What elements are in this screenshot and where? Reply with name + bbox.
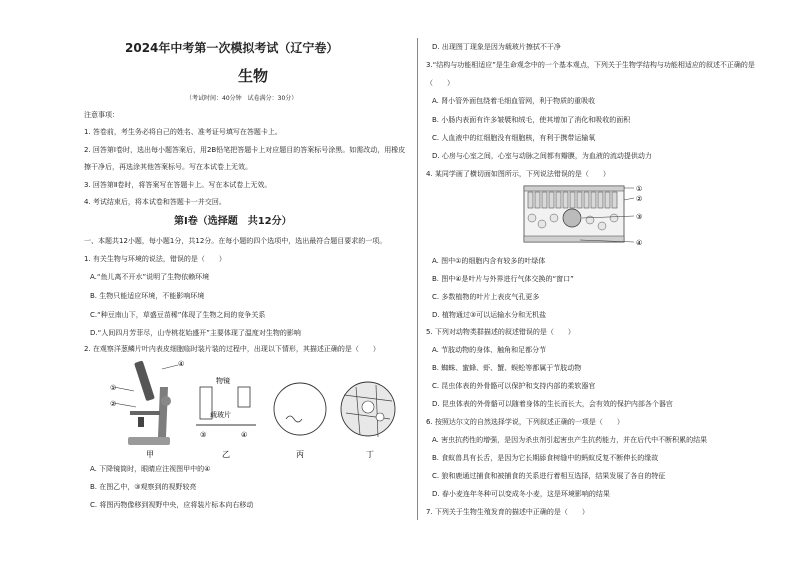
q2-label-jia: 甲 bbox=[146, 450, 154, 459]
notice-3: 3. 回答第Ⅱ卷时，将答案写在答题卡上。写在本试卷上无效。 bbox=[84, 181, 272, 189]
q6-option-c: C. 狼和鹿通过捕食和被捕食的关系进行着相互选择，结果发展了各自的特征 bbox=[432, 472, 666, 480]
q2-option-b: B. 在图乙中，③观察到的视野较亮 bbox=[90, 483, 197, 491]
objective-right bbox=[238, 387, 250, 407]
q2-figure bbox=[110, 357, 410, 459]
q2-label-ding: 丁 bbox=[366, 450, 374, 459]
q6-option-b: B. 食蚁兽具有长舌，是因为它长期舔食树缝中的蚂蚁反复不断伸长的缘故 bbox=[432, 454, 659, 462]
q4-option-d: D. 植物通过③可以运输水分和无机盐 bbox=[432, 311, 547, 319]
q5-option-b: B. 蜘蛛、蜜蜂、虾、蟹、蜈蚣等都属于节肢动物 bbox=[432, 364, 582, 372]
q3-option-b: B. 小肠内表面有许多皱襞和绒毛，使其增加了消化和吸收的面积 bbox=[432, 116, 631, 124]
section-intro: 一、本题共12小题，每小题1分，共12分。在每小题的四个选项中，选出最符合题目要求的一项。 bbox=[84, 237, 387, 245]
q3-option-d: D. 心房与心室之间，心室与动脉之间都有瓣膜，为血液的流动提供动力 bbox=[432, 152, 652, 160]
q4-option-b: B. 图中④是叶片与外界进行气体交换的“窗口” bbox=[432, 275, 574, 283]
q4-label-n4: ④ bbox=[636, 239, 643, 247]
q2-option-a: A. 下降镜筒时，眼睛应注视图甲中的④ bbox=[90, 465, 211, 473]
q2-label-n3: ③ bbox=[200, 431, 207, 439]
q4-stem: 4. 某同学画了横切面如图所示，下列说法错误的是（ ） bbox=[426, 170, 610, 178]
q4-option-c: C. 多数植物的叶片上表皮气孔更多 bbox=[432, 293, 540, 301]
q2-label-bing: 丙 bbox=[296, 450, 304, 459]
q2-stem: 2. 在观察洋葱鳞片叶内表皮细胞临时装片装的过程中，出现以下情形，其描述正确的是（ ） bbox=[84, 345, 380, 353]
notice-4: 4. 考试结束后，将本试卷和答题卡一并交回。 bbox=[84, 198, 226, 206]
section-title: 第Ⅰ卷（选择题 共12分） bbox=[174, 216, 292, 227]
q4-label-n3: ③ bbox=[636, 213, 643, 221]
q3-option-c: C. 人血液中的红细胞没有细胞核，有利于携带运输氧 bbox=[432, 134, 596, 142]
notice-2: 2. 回答第Ⅰ卷时，选出每小题答案后，用2B铅笔把答题卡上对应题目的答案标号涂黑。如需改动，用橡皮 bbox=[84, 146, 406, 154]
q6-option-d: D. 春小麦连年冬种可以变成冬小麦，这是环境影响的结果 bbox=[432, 490, 610, 498]
q7-stem: 7. 下列关于生物生殖发育的描述中正确的是（ ） bbox=[426, 508, 589, 516]
q1-option-d: D.“人间四月芳菲尽，山寺桃花始盛开”主要体现了温度对生物的影响 bbox=[90, 329, 301, 337]
notice-2-cont: 擦干净后，再选涂其他答案标号。写在本试卷上无效。 bbox=[84, 163, 252, 171]
q1-option-c: C.“种豆南山下，草盛豆苗稀”体现了生物之间的竞争关系 bbox=[90, 311, 266, 319]
q5-option-a: A. 节肢动物的身体、触角和足都分节 bbox=[432, 346, 547, 354]
q2-label-n2: ② bbox=[110, 400, 117, 408]
q4-option-a: A. 图中①的细胞内含有较多的叶绿体 bbox=[432, 257, 546, 265]
view-circle bbox=[274, 383, 326, 435]
q2-label-n4b: ④ bbox=[241, 431, 248, 439]
q2-label-zaibopian: 载玻片 bbox=[210, 411, 231, 419]
q5-stem: 5. 下列对动物类群描述的叙述错误的是（ ） bbox=[426, 328, 575, 336]
q2-label-wuji: 物镜 bbox=[216, 377, 230, 385]
q3-option-a: A. 肾小管外面包绕着毛细血管网，利于物质的重吸收 bbox=[432, 97, 596, 105]
leaf-cross-section-figure bbox=[520, 180, 650, 248]
q3-stem: 3.“结构与功能相适应”是生命观念中的一个基本观点，下列关于生物学结构与功能相适应的叙述不正确的是 bbox=[426, 61, 755, 69]
microscope-illustration bbox=[114, 360, 178, 445]
q5-option-d: D. 昆虫体表的外骨骼可以随着身体的生长而长大，会有效的保护内部各个器官 bbox=[432, 400, 673, 408]
q6-option-a: A. 害虫抗药性的增强，是因为杀虫剂引起害虫产生抗药能力，并在后代中不断积累的结果 bbox=[432, 436, 708, 444]
q2-label-n4: ④ bbox=[178, 360, 185, 368]
exam-title: 2024年中考第一次模拟考试（辽宁卷） bbox=[125, 41, 339, 55]
q6-stem: 6. 按照达尔文的自然选择学说，下列叙述正确的一项是（ ） bbox=[426, 418, 624, 426]
q1-option-b: B. 生物只能适应环境，不能影响环境 bbox=[90, 292, 205, 300]
q2-label-yi: 乙 bbox=[222, 450, 230, 459]
column-divider bbox=[417, 38, 418, 520]
notice-heading: 注意事项： bbox=[84, 111, 119, 119]
q1-stem: 1. 有关生物与环境的说法，错误的是（ ） bbox=[84, 255, 226, 263]
q2-option-c: C. 将图丙物像移到视野中央，应将装片标本向右移动 bbox=[90, 501, 254, 509]
q2-option-d: D. 出现图丁现象是因为载玻片擦拭不干净 bbox=[432, 43, 561, 51]
q5-option-c: C. 昆虫体表的外骨骼可以保护和支持内部的柔软器官 bbox=[432, 382, 596, 390]
notice-1: 1. 答卷前，考生务必将自己的姓名、准考证号填写在答题卡上。 bbox=[84, 128, 282, 136]
q1-option-a: A.“鱼儿离不开水”说明了生物依赖环境 bbox=[90, 273, 210, 281]
q2-label-n1: ① bbox=[110, 384, 117, 392]
q3-stem-cont: （ ） bbox=[426, 79, 454, 87]
q4-label-n1: ① bbox=[636, 185, 643, 193]
q4-label-n2: ② bbox=[636, 195, 643, 203]
subject-title: 生物 bbox=[238, 67, 269, 85]
exam-meta: （考试时间：40分钟 试卷满分：30分） bbox=[186, 95, 298, 102]
